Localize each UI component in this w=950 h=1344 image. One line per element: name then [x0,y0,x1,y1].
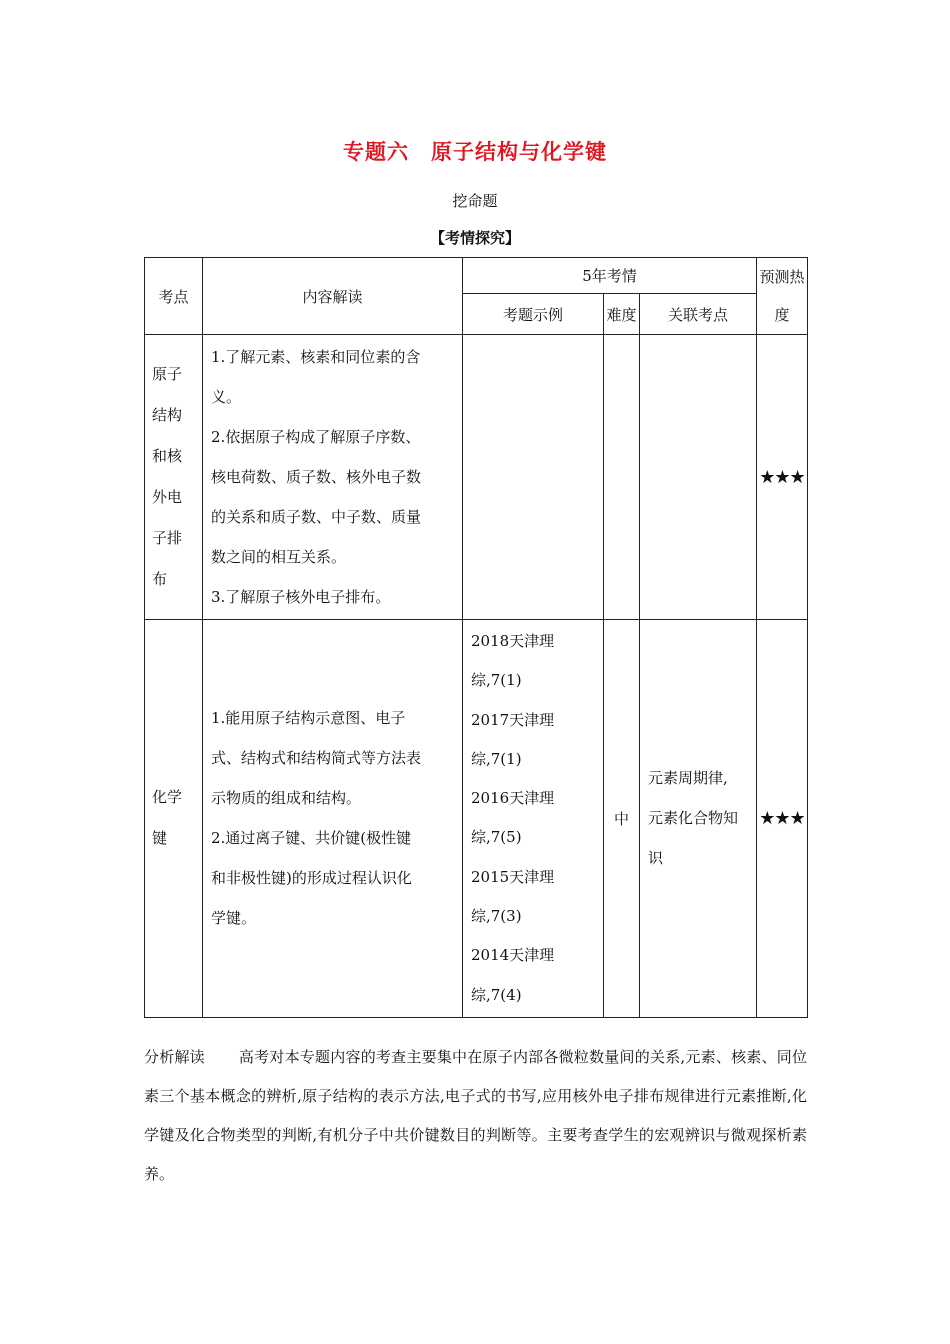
content-lines [203,696,462,940]
text-line: 数之间的相互关系。 [211,548,347,566]
text-line: 1.能用原子结构示意图、电子 [211,709,406,728]
header-example: 考题示例 [463,294,604,335]
topic-cell [145,335,203,620]
exam-analysis-table [144,257,808,1018]
text-line: 综,7(1) [471,749,522,768]
analysis-head: 分析解读 [144,1048,205,1066]
text-line: 结构 [152,406,183,424]
text-line: 子排 [152,529,183,547]
text-line: 示物质的组成和结构。 [211,789,362,808]
example-lines [463,475,603,479]
text-line: 学键。 [211,909,257,928]
text-line: 元素周期律, [648,769,728,788]
topic-lines [145,777,202,859]
related-cell [640,335,757,620]
text-line: 2.通过离子键、共价键(极性键 [211,829,412,848]
related-cell [640,620,757,1018]
text-line: 义。 [211,388,242,406]
header-forecast-line1: 预测热 [759,268,805,286]
text-line: 综,7(1) [471,671,522,690]
text-line: 的关系和质子数、中子数、质量 [211,508,422,526]
text-line: 键 [152,829,168,848]
analysis-text: 高考对本专题内容的考查主要集中在原子内部各微粒数量间的关系,元素、核素、同位素三个基本概念的辨析,原子结构的表示方法,电子式的书写,应用核外电子排布规律进行元素推断,化学键及化合物类型的判断,有机分子中共价键数目的判断等。主要考查学生的宏观辨识与微观探析素养。 [144,1048,807,1183]
text-line: 2014天津理 [471,946,555,965]
text-line: 3.了解原子核外电子排布。 [211,588,391,606]
text-line: 2018天津理 [471,632,555,650]
section-title: 【考情探究】 [429,229,520,247]
text-line: 布 [152,570,168,588]
analysis-paragraph [144,1038,807,1194]
header-related: 关联考点 [640,294,757,335]
text-line: 综,7(3) [471,907,522,926]
header-forecast-line2: 度 [774,306,790,324]
text-line: 1.了解元素、核素和同位素的含 [211,348,421,366]
forecast-stars: ★★★ [757,335,808,620]
page-title: 专题六 原子结构与化学键 [343,140,607,164]
header-neirong: 内容解读 [203,258,463,335]
text-line: 2015天津理 [471,867,555,886]
forecast-stars: ★★★ [757,620,808,1018]
table-row [145,335,808,620]
text-line: 式、结构式和结构简式等方法表 [211,749,422,768]
text-line: 2017天津理 [471,710,555,729]
text-line: 2.依据原子构成了解原子序数、 [211,428,421,446]
text-line: 外电 [152,488,183,506]
example-cell [463,620,604,1018]
text-line: 2016天津理 [471,789,555,808]
text-line: 和核 [152,447,183,465]
text-line: 化学 [152,788,183,807]
content-lines [203,335,462,619]
content-cell [203,335,463,620]
example-lines [463,620,603,1017]
related-lines [640,756,756,880]
related-lines [640,475,756,479]
text-line: 核电荷数、质子数、核外电子数 [211,468,422,486]
topic-cell [145,620,203,1018]
example-cell [463,335,604,620]
text-line: 原子 [152,365,183,383]
difficulty-cell [604,335,640,620]
text-line: 综,7(5) [471,828,522,847]
topic-lines [145,354,202,600]
header-kaodian: 考点 [145,258,203,335]
difficulty-cell: 中 [604,620,640,1018]
text-line: 元素化合物知 [648,809,739,828]
header-forecast [757,258,808,335]
text-line: 综,7(4) [471,985,522,1004]
text-line: 识 [648,849,664,868]
subtitle: 挖命题 [452,192,498,210]
content-cell [203,620,463,1018]
text-line: 和非极性键)的形成过程认识化 [211,869,412,888]
header-difficulty: 难度 [604,294,640,335]
table-row [145,620,808,1018]
header-five-year: 5年考情 [463,258,757,294]
